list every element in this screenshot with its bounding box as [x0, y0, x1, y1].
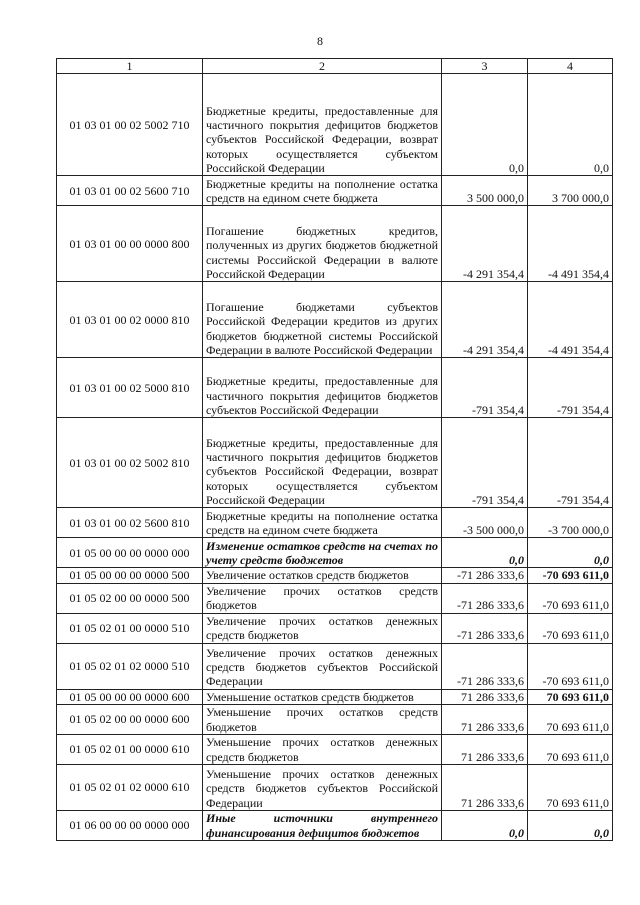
table-row: [57, 643, 613, 689]
row-value-col3: -791 354,4: [442, 358, 528, 418]
row-value-col4: -70 693 611,0: [528, 568, 613, 583]
row-name: Иные источники внутреннего финансирования дефицитов бюджетов: [203, 810, 442, 840]
row-code: 01 06 00 00 00 0000 000: [57, 810, 203, 840]
row-name: Увеличение остатков средств бюджетов: [203, 568, 442, 583]
row-value-col4: 70 693 611,0: [528, 734, 613, 764]
row-value-col4: -70 693 611,0: [528, 643, 613, 689]
table-header-row: [57, 59, 613, 74]
row-name: Уменьшение прочих остатков денежных средств бюджетов субъектов Российской Федерации: [203, 764, 442, 810]
column-header: 1: [57, 59, 203, 74]
row-value-col4: 0,0: [528, 538, 613, 568]
row-value-col3: 0,0: [442, 74, 528, 176]
row-value-col4: -791 354,4: [528, 358, 613, 418]
table-row: [57, 538, 613, 568]
row-value-col3: 71 286 333,6: [442, 704, 528, 734]
page-number: 8: [317, 34, 323, 48]
row-code: 01 05 00 00 00 0000 500: [57, 568, 203, 583]
row-name: Погашение бюджетами субъектов Российской Федерации кредитов из других бюджетов бюджетной системы Российской Федерации в валюте Российской Федерации: [203, 282, 442, 358]
row-code: 01 03 01 00 02 0000 810: [57, 282, 203, 358]
row-value-col3: 3 500 000,0: [442, 176, 528, 206]
table-row: [57, 282, 613, 358]
row-code: 01 03 01 00 00 0000 800: [57, 206, 203, 282]
budget-sources-table: [56, 58, 613, 841]
row-value-col4: 70 693 611,0: [528, 704, 613, 734]
row-value-col4: 70 693 611,0: [528, 689, 613, 704]
row-name: Уменьшение прочих остатков денежных средств бюджетов: [203, 734, 442, 764]
row-value-col3: -71 286 333,6: [442, 613, 528, 643]
table-row: [57, 418, 613, 508]
table-row: [57, 508, 613, 538]
row-value-col3: -71 286 333,6: [442, 568, 528, 583]
table-row: [57, 734, 613, 764]
row-code: 01 05 02 01 02 0000 510: [57, 643, 203, 689]
row-name: Бюджетные кредиты на пополнение остатка средств на едином счете бюджета: [203, 508, 442, 538]
row-code: 01 03 01 00 02 5002 810: [57, 418, 203, 508]
row-value-col3: -4 291 354,4: [442, 206, 528, 282]
row-code: 01 03 01 00 02 5600 710: [57, 176, 203, 206]
row-value-col3: -71 286 333,6: [442, 583, 528, 613]
row-value-col4: 0,0: [528, 810, 613, 840]
row-name: Погашение бюджетных кредитов, полученных из других бюджетов бюджетной системы Российской Федерации в валюте Российской Федерации: [203, 206, 442, 282]
column-header: 3: [442, 59, 528, 74]
table-row: [57, 176, 613, 206]
row-name: Увеличение прочих остатков денежных средств бюджетов: [203, 613, 442, 643]
row-code: 01 05 02 01 02 0000 610: [57, 764, 203, 810]
row-name: Увеличение прочих остатков средств бюджетов: [203, 583, 442, 613]
table-row: [57, 810, 613, 840]
row-code: 01 05 00 00 00 0000 000: [57, 538, 203, 568]
row-value-col3: -71 286 333,6: [442, 643, 528, 689]
row-value-col4: -70 693 611,0: [528, 583, 613, 613]
table-row: [57, 206, 613, 282]
row-value-col4: -791 354,4: [528, 418, 613, 508]
row-name: Изменение остатков средств на счетах по учету средств бюджетов: [203, 538, 442, 568]
table-row: [57, 764, 613, 810]
row-code: 01 03 01 00 02 5002 710: [57, 74, 203, 176]
row-value-col3: 71 286 333,6: [442, 734, 528, 764]
row-value-col4: 70 693 611,0: [528, 764, 613, 810]
row-value-col3: -4 291 354,4: [442, 282, 528, 358]
row-value-col3: -791 354,4: [442, 418, 528, 508]
row-code: 01 05 02 01 00 0000 510: [57, 613, 203, 643]
row-value-col4: -3 700 000,0: [528, 508, 613, 538]
row-value-col3: 71 286 333,6: [442, 689, 528, 704]
row-value-col4: -4 491 354,4: [528, 282, 613, 358]
row-name: Бюджетные кредиты на пополнение остатка средств на едином счете бюджета: [203, 176, 442, 206]
table-row: [57, 568, 613, 583]
row-value-col4: -70 693 611,0: [528, 613, 613, 643]
row-code: 01 03 01 00 02 5000 810: [57, 358, 203, 418]
row-code: 01 03 01 00 02 5600 810: [57, 508, 203, 538]
table-row: [57, 704, 613, 734]
table-row: [57, 583, 613, 613]
row-code: 01 05 02 01 00 0000 610: [57, 734, 203, 764]
row-value-col3: 71 286 333,6: [442, 764, 528, 810]
row-name: Уменьшение остатков средств бюджетов: [203, 689, 442, 704]
row-value-col4: -4 491 354,4: [528, 206, 613, 282]
table-row: [57, 74, 613, 176]
row-code: 01 05 02 00 00 0000 600: [57, 704, 203, 734]
table-row: [57, 613, 613, 643]
row-value-col4: 3 700 000,0: [528, 176, 613, 206]
row-code: 01 05 00 00 00 0000 600: [57, 689, 203, 704]
row-name: Бюджетные кредиты, предоставленные для частичного покрытия дефицитов бюджетов субъектов Российской Федерации, возврат которых осуществляется субъектом Российской Федерации: [203, 74, 442, 176]
row-name: Уменьшение прочих остатков средств бюджетов: [203, 704, 442, 734]
column-header: 2: [203, 59, 442, 74]
row-name: Бюджетные кредиты, предоставленные для частичного покрытия дефицитов бюджетов субъектов Российской Федерации, возврат которых осуществляется субъектом Российской Федерации: [203, 418, 442, 508]
row-code: 01 05 02 00 00 0000 500: [57, 583, 203, 613]
row-name: Увеличение прочих остатков денежных средств бюджетов субъектов Российской Федерации: [203, 643, 442, 689]
table-row: [57, 689, 613, 704]
column-header: 4: [528, 59, 613, 74]
row-value-col4: 0,0: [528, 74, 613, 176]
table-row: [57, 358, 613, 418]
row-value-col3: -3 500 000,0: [442, 508, 528, 538]
row-value-col3: 0,0: [442, 810, 528, 840]
row-value-col3: 0,0: [442, 538, 528, 568]
row-name: Бюджетные кредиты, предоставленные для частичного покрытия дефицитов бюджетов субъектов Российской Федерации: [203, 358, 442, 418]
